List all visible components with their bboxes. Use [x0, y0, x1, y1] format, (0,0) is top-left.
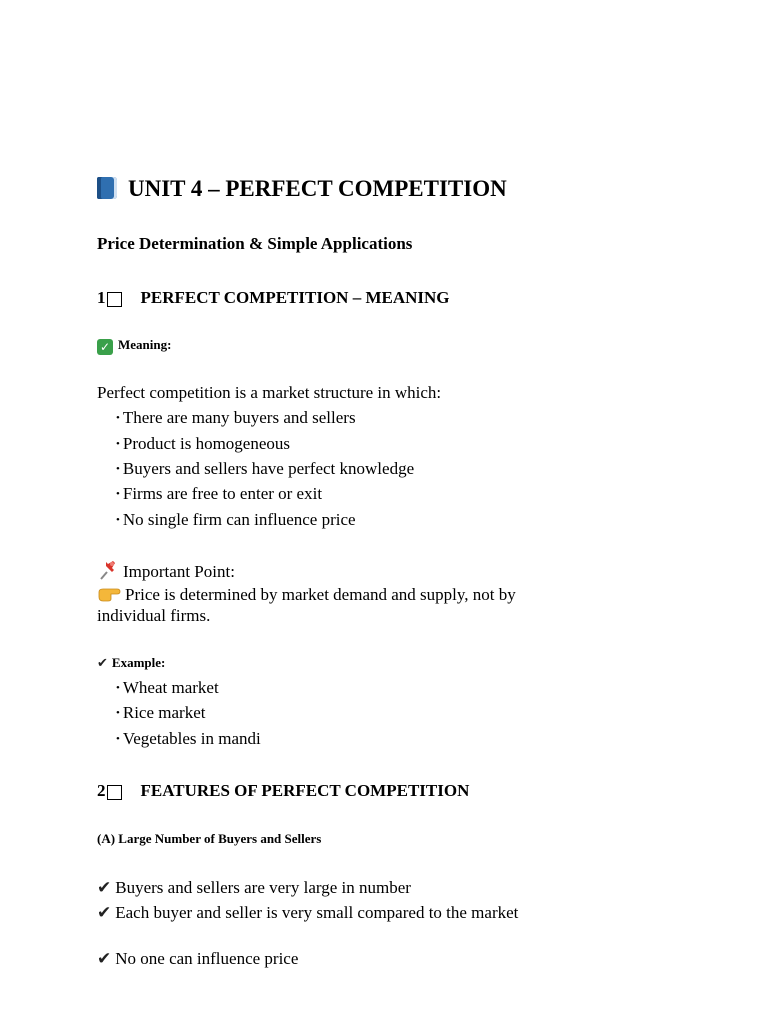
pointing-hand-icon [97, 584, 121, 602]
important-text: Price is determined by market demand and supply, not by individual firms. [97, 585, 516, 625]
meaning-intro: Perfect competition is a market structure in which: [97, 383, 442, 402]
list-item: • Firms are free to enter or exit [116, 484, 323, 503]
example-label-row [97, 655, 165, 672]
pushpin-icon [97, 559, 119, 581]
feature-point-text: No one can influence price [115, 949, 299, 968]
list-item: • Buyers and sellers have perfect knowledge [116, 459, 415, 478]
list-item-text: No single firm can influence price [122, 510, 356, 529]
list-item: • There are many buyers and sellers [116, 408, 356, 427]
missing-glyph-box [107, 292, 122, 307]
list-item-text: Rice market [122, 703, 206, 722]
list-item-text: Firms are free to enter or exit [122, 484, 323, 503]
subsection-a-heading: (A) Large Number of Buyers and Sellers [97, 831, 322, 846]
list-item: • Wheat market [116, 678, 219, 697]
list-item-text: Wheat market [122, 678, 219, 697]
heavy-check-icon: ✔ [97, 656, 108, 671]
important-point-label [97, 559, 235, 582]
list-item-text: Buyers and sellers have perfect knowledge [122, 459, 415, 478]
meaning-label-row [97, 337, 171, 355]
feature-point-text: Buyers and sellers are very large in number [115, 878, 411, 897]
feature-point [97, 948, 298, 970]
feature-point [97, 877, 411, 899]
example-label: Example: [111, 655, 166, 670]
heavy-check-icon: ✔ [97, 903, 112, 923]
list-item: • Rice market [116, 703, 206, 722]
list-item-text: Vegetables in mandi [122, 729, 261, 748]
check-mark-icon: ✓ [97, 339, 113, 355]
unit-title-text: UNIT 4 – PERFECT COMPETITION [128, 176, 507, 201]
section-1-title: PERFECT COMPETITION – MEANING [140, 288, 450, 307]
section-1-heading [97, 287, 450, 309]
section-1-number: 1 [97, 288, 106, 307]
book-icon [97, 177, 117, 199]
unit-subtitle: Price Determination & Simple Applications [97, 234, 413, 253]
section-2-number: 2 [97, 781, 106, 800]
section-2-title: FEATURES OF PERFECT COMPETITION [140, 781, 470, 800]
missing-glyph-box [107, 785, 122, 800]
heavy-check-icon: ✔ [97, 878, 112, 898]
list-item: • Product is homogeneous [116, 434, 291, 453]
section-2-heading [97, 780, 469, 802]
feature-point-text: Each buyer and seller is very small compared to the market [115, 903, 519, 922]
heavy-check-icon: ✔ [97, 949, 112, 969]
important-point-text [97, 584, 567, 626]
unit-title [97, 174, 507, 204]
list-item-text: There are many buyers and sellers [122, 408, 356, 427]
feature-point [97, 902, 527, 924]
meaning-label: Meaning: [118, 337, 172, 352]
list-item-text: Product is homogeneous [122, 434, 291, 453]
important-label-text: Important Point: [123, 562, 235, 581]
list-item: • No single firm can influence price [116, 510, 356, 529]
list-item: • Vegetables in mandi [116, 729, 261, 748]
